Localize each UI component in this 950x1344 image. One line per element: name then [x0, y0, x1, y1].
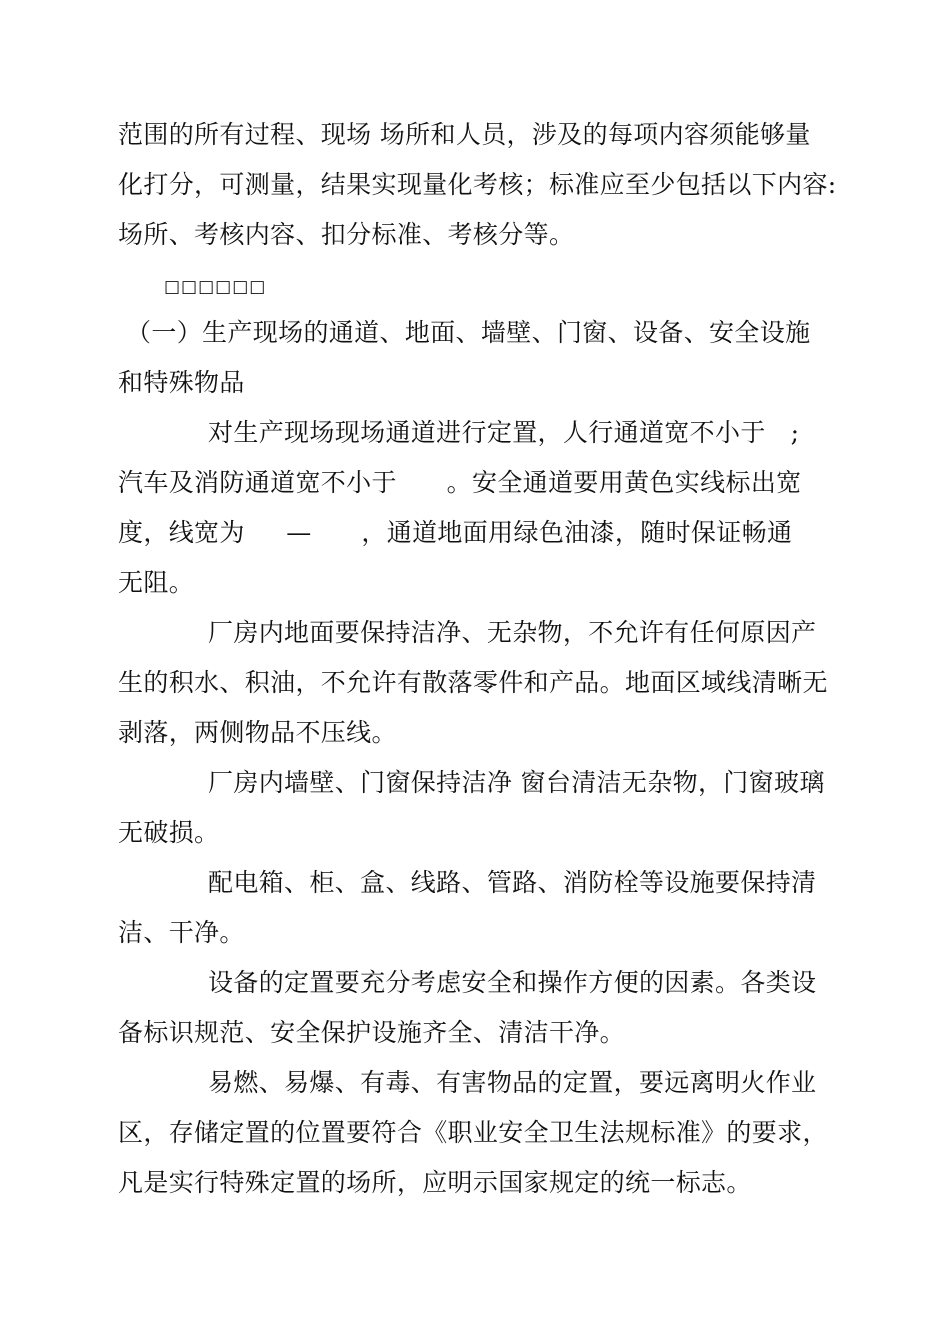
- paragraph-line: 配电箱、柜、盒、线路、管路、消防栓等设施要保持清: [208, 868, 817, 897]
- paragraph-line: 场所、考核内容、扣分标准、考核分等。: [118, 220, 575, 249]
- section-heading-continued: 和特殊物品: [118, 368, 245, 397]
- paragraph-line: 厂房内地面要保持洁净、无杂物，不允许有任何原因产: [208, 618, 817, 647]
- paragraph-line: 生的积水、积油，不允许有散落零件和产品。地面区域线清晰无: [118, 668, 828, 697]
- paragraph-line: 凡是实行特殊定置的场所，应明示国家规定的统一标志。: [118, 1168, 752, 1197]
- garbled-placeholder-text: □□□□□□: [164, 277, 267, 297]
- paragraph-line: 区，存储定置的位置要符合《职业安全卫生法规标准》的要求，: [118, 1118, 828, 1147]
- paragraph-line: 易燃、易爆、有毒、有害物品的定置，要远离明火作业: [208, 1068, 817, 1097]
- paragraph-line: 设备的定置要充分考虑安全和操作方便的因素。各类设: [208, 968, 817, 997]
- paragraph-line: 剥落，两侧物品不压线。: [118, 718, 397, 747]
- paragraph-line: 汽车及消防通道宽不小于 。安全通道要用黄色实线标出宽: [118, 468, 802, 497]
- paragraph-line: 度，线宽为 — ，通道地面用绿色油漆，随时保证畅通: [118, 518, 793, 547]
- paragraph-line: 化打分，可测量，结果实现量化考核；标准应至少包括以下内容:: [118, 170, 837, 199]
- paragraph-line: 对生产现场现场通道进行定置，人行通道宽不小于 ;: [208, 418, 800, 447]
- paragraph-line: 备标识规范、安全保护设施齐全、清洁干净。: [118, 1018, 626, 1047]
- paragraph-line: 无阻。: [118, 568, 195, 597]
- paragraph-line: 无破损。: [118, 818, 220, 847]
- paragraph-line: 厂房内墙壁、门窗保持洁净 窗台清洁无杂物，门窗玻璃: [208, 768, 825, 797]
- section-heading: （一）生产现场的通道、地面、墙壁、门窗、设备、安全设施: [126, 318, 811, 347]
- paragraph-line: 洁、干净。: [118, 918, 245, 947]
- paragraph-line: 范围的所有过程、现场 场所和人员，涉及的每项内容须能够量: [118, 120, 811, 149]
